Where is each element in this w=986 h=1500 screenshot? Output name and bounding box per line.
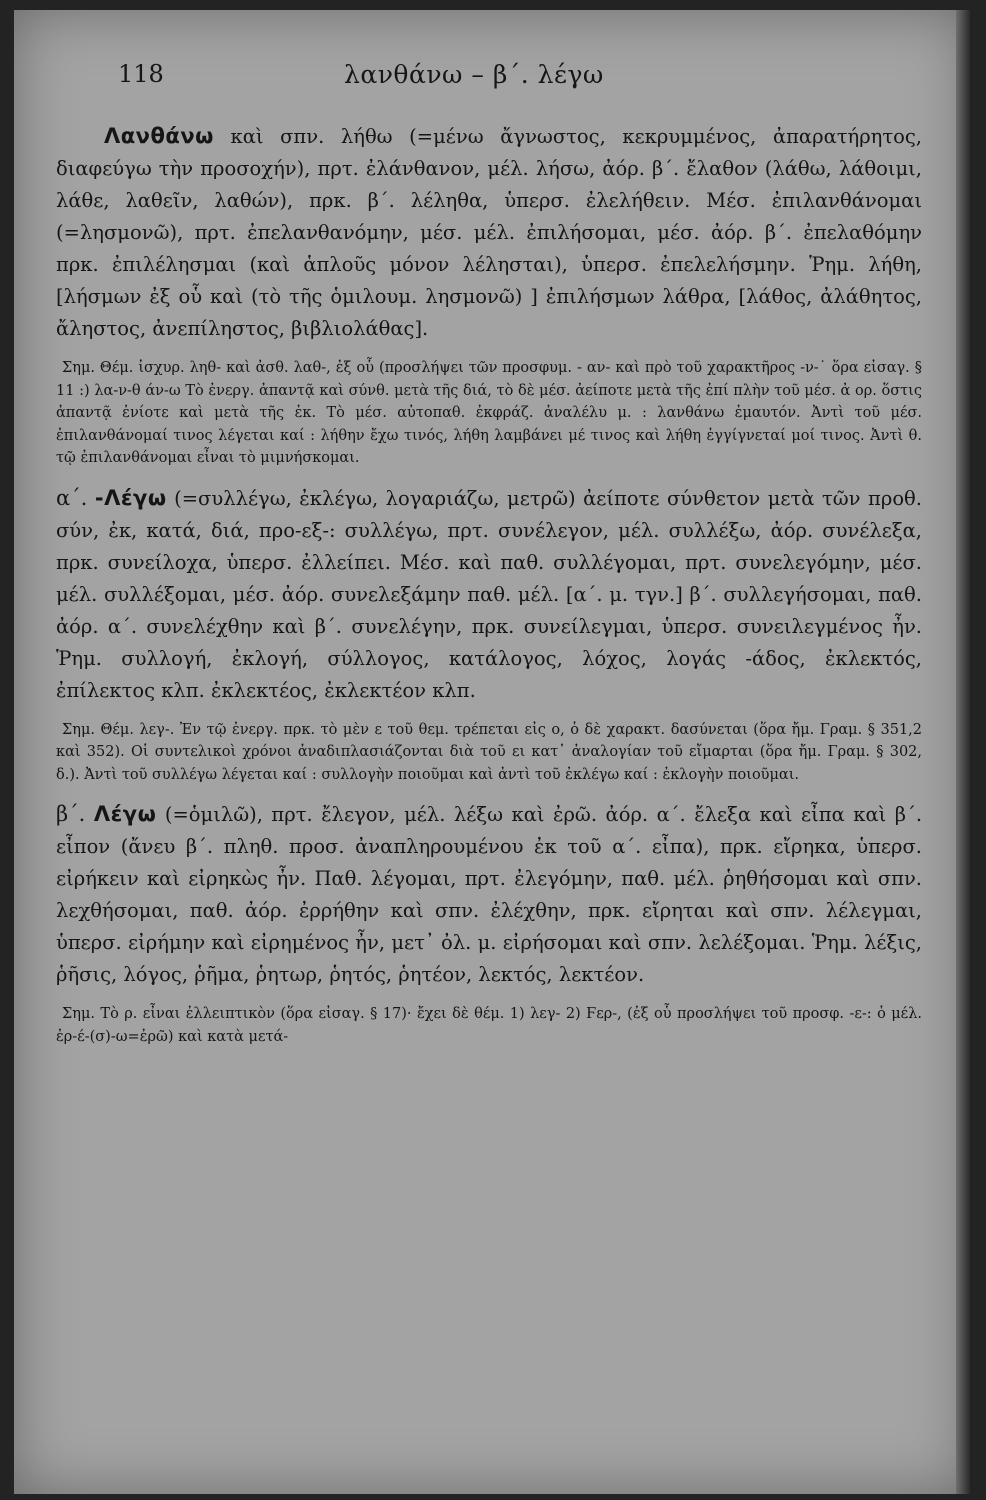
note-lego-a: Σημ. Θέμ. λεγ-. Ἐν τῷ ἐνεργ. πρκ. τὸ μὲν ε τοῦ θεμ. τρέπεται εἰς ο, ὁ δὲ χαρακτ. δασύνεται (ὅρα ἤμ. Γραμ. § 351,2 καὶ 352). Οἱ συντελικοὶ χρόνοι ἀναδιπλασιάζονται διὰ τοῦ ει κατ᾿ ἀναλογίαν τοῦ εἴμαρται (ὅρα ἤμ. Γραμ. § 302, δ.). Ἀντὶ τοῦ συλλέγω λέγεται καί : συλλογὴν ποιοῦμαι καὶ ἀντὶ τοῦ ἐκλέγω καί : ἐκλογὴν ποιοῦμαι. — [56, 721, 922, 783]
lemma-lego-a: -Λέγω — [94, 485, 167, 510]
page-spine-shadow — [956, 10, 970, 1494]
lemma-lego-b: Λέγω — [93, 802, 157, 826]
sense-marker-a: α΄. — [56, 485, 88, 510]
entry-lego-a-body: (=συλλέγω, ἐκλέγω, λογαριάζω, μετρῶ) ἀείποτε σύνθετον μετὰ τῶν προθ. σύν, ἐκ, κατά, διά, προ-εξ-: συλλέγω, πρτ. συνέλεγον, μέλ. συλλέξω, ἀόρ. συνέλεξα, πρκ. συνείλοχα, ὑπερσ. ἐλλείπει. Μέσ. καὶ παθ. συλλέγομαι, πρτ. συνελεγόμην, μέσ. μέλ. συλλέξομαι, μέσ. ἀόρ. συνελεξάμην παθ. μέλ. [α΄. μ. τγν.] β΄. συλλεγήσομαι, παθ. ἀόρ. α΄. συνελέχθην καὶ β΄. συνελέγην, πρκ. συνείλεγμαι, ὑπερσ. συνειλεγμένος ἦν. Ῥημ. συλλογή, ἐκλογή, σύλλογος, κατάλογος, λόχος, λογάς -άδος, ἐκλεκτός, ἐπίλεκτος κλπ. ἐκλεκτέος, ἐκλεκτέον κλπ. — [56, 486, 922, 702]
entry-lanthano — [56, 120, 922, 345]
running-head: λανθάνω – β΄. λέγω — [344, 60, 604, 89]
sense-marker-b: β΄. — [56, 802, 86, 826]
page-number: 118 — [118, 60, 164, 88]
entry-lego-b — [56, 798, 922, 991]
note-lanthano: Σημ. Θέμ. ἰσχυρ. ληθ- καὶ ἀσθ. λαθ-, ἐξ οὗ (προσλήψει τῶν προσφυμ. - αν- καὶ πρὸ τοῦ χαρακτῆρος -ν-˙ ὅρα εἰσαγ. § 11 :) λα-ν-θ άν-ω Τὸ ἐνεργ. ἀπαντᾷ καὶ σύνθ. μετὰ τῆς διά, τὸ δὲ μέσ. ἀείποτε μετὰ τῆς ἐπί πλὴν τοῦ μέσ. ἀ ορ. ὅστις ἀπαντᾷ ἐνίοτε καὶ μετὰ τῆς ἐκ. Τὸ μέσ. αὐτοπαθ. ἐκφράζ. ἀναλέλυ μ. : λανθάνω ἐμαυτόν. Ἀντὶ τοῦ μέσ. ἐπιλανθάνομαί τινος λέγεται καί : λήθην ἔχω τινός, λήθη λαμβάνει μέ τινος καὶ λήθη ἐγγίγνεταί μοί τινος. Ἀντὶ θ. τῷ ἐπιλανθάνομαι εἶναι τὸ μιμνήσκομαι. — [56, 360, 922, 466]
entry-lego-a — [56, 482, 922, 707]
page-header — [14, 60, 970, 100]
note-lego-b: Σημ. Τὸ ρ. εἶναι ἐλλειπτικὸν (ὅρα εἰσαγ. § 17)· ἔχει δὲ θέμ. 1) λεγ- 2) Ϝερ-, (ἐξ οὗ προσλήψει τοῦ προσφ. -ε-: ὁ μέλ. ἐρ-έ-(σ)-ω=ἐρῶ) καὶ κατὰ μετά- — [56, 1006, 922, 1045]
entry-lanthano-body: καὶ σπν. λήθω (=μένω ἄγνωστος, κεκρυμμένος, ἀπαρατήρητος, διαφεύγω τὴν προσοχήν), πρτ. ἐλάνθανον, μέλ. λήσω, ἀόρ. β΄. ἔλαθον (λάθω, λάθοιμι, λάθε, λαθεῖν, λαθών), πρκ. β΄. λέληθα, ὑπερσ. ἐλελήθειν. Μέσ. ἐπιλανθάνομαι (=λησμονῶ), πρτ. ἐπελανθανόμην, μέσ. μέλ. ἐπιλήσομαι, μέσ. ἀόρ. β΄. ἐπελαθόμην πρκ. ἐπιλέλησμαι (καὶ ἁπλοῦς μόνον λέλησται), ὑπερσ. ἐπελελήσμην. Ῥημ. λήθη, [λήσμων ἐξ οὗ καὶ (τὸ τῆς ὁμιλουμ. λησμονῶ) ] ἐπιλήσμων λάθρα, [λάθος, ἀλάθητος, ἄληστος, ἀνεπίληστος, βιβλιολάθας]. — [56, 125, 923, 340]
entry-lego-b-body: (=ὁμιλῶ), πρτ. ἔλεγον, μέλ. λέξω καὶ ἐρῶ. ἀόρ. α΄. ἔλεξα καὶ εἶπα καὶ β΄. εἶπον (ἄνευ β΄. πληθ. προσ. ἀναπληρουμένου ἐκ τοῦ α΄. εἶπα), πρκ. εἴρηκα, ὑπερσ. εἰρήκειν καὶ εἰρηκὼς ἦν. Παθ. λέγομαι, πρτ. ἐλεγόμην, παθ. μέλ. ῥηθήσομαι καὶ σπν. λεχθήσομαι, παθ. ἀόρ. ἐρρήθην καὶ σπν. ἐλέχθην, πρκ. εἴρηται καὶ σπν. λέλεγμαι, ὑπερσ. εἰρήμην καὶ εἰρημένος ἦν, μετ᾿ ὀλ. μ. εἰρήσομαι καὶ σπν. λελέξομαι. Ῥημ. λέξις, ῥῆσις, λόγος, ῥῆμα, ῥητωρ, ῥητός, ῥητέον, λεκτός, λεκτέον. — [56, 803, 923, 986]
dictionary-content — [56, 120, 922, 1060]
lemma-lanthano: Λανθάνω — [104, 124, 214, 148]
book-page — [14, 10, 970, 1494]
